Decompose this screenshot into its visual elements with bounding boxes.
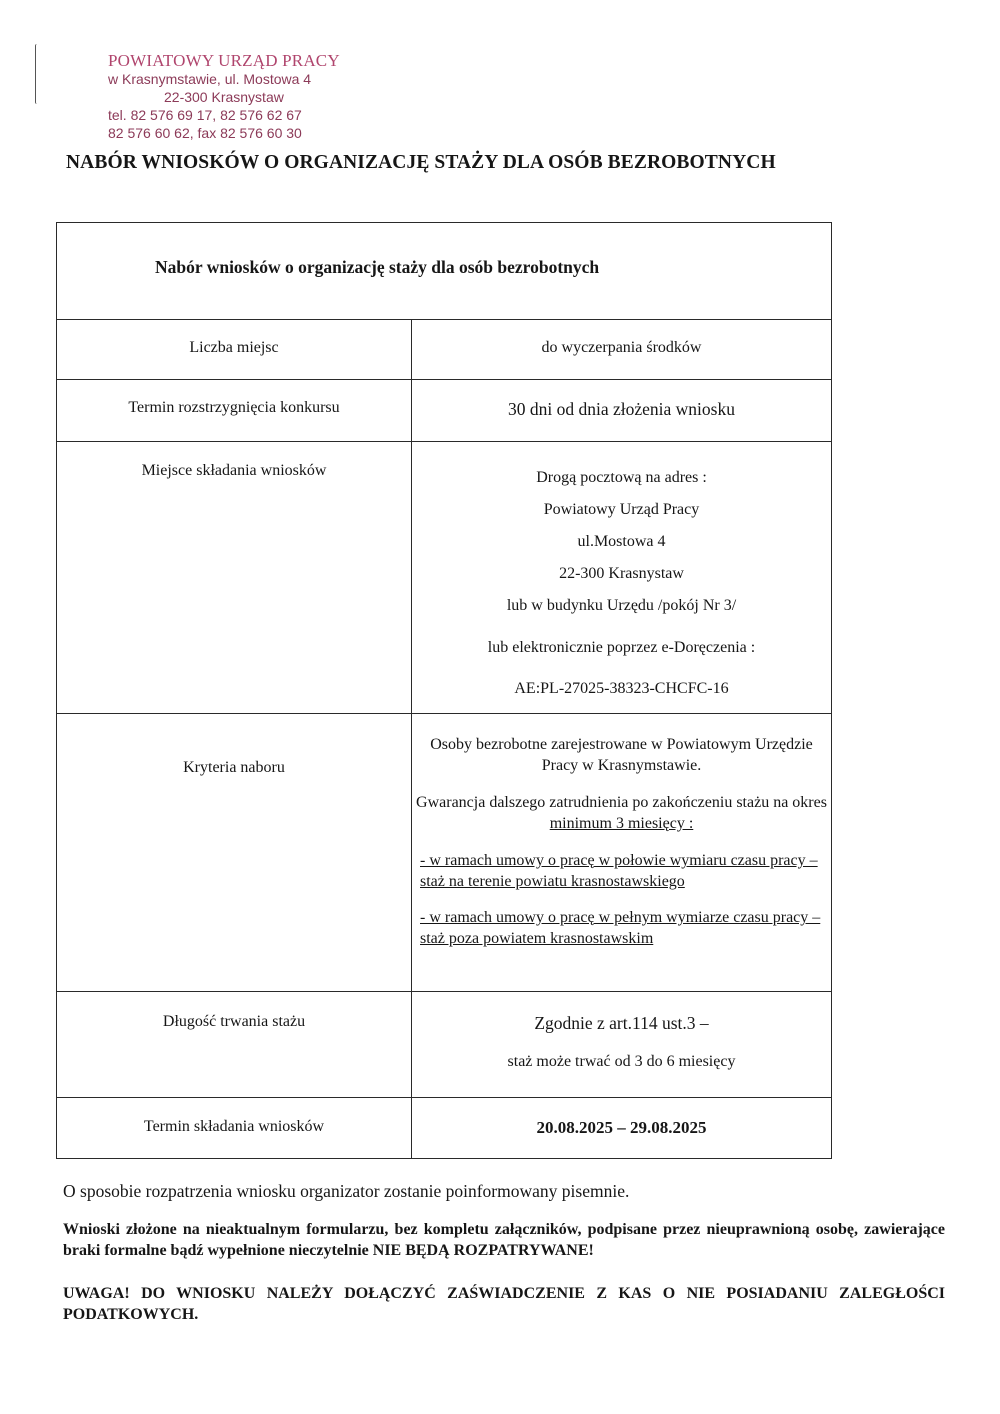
electronic-submission: [412, 627, 831, 709]
criteria-registered: Osoby bezrobotne zarejestrowane w Powiatowym Urzędzie Pracy w Krasnymstawie.: [430, 736, 813, 774]
deadline-value: 20.08.2025 – 29.08.2025: [536, 1118, 707, 1137]
document-title: NABÓR WNIOSKÓW O ORGANIZACJĘ STAŻY DLA OSÓB BEZROBOTNYCH: [66, 152, 776, 173]
edelivery-address: AE:PL-27025-38323-CHCFC-16: [514, 680, 729, 697]
address-line: 22-300 Krasnystaw: [559, 565, 684, 582]
address-line: lub w budynku Urzędu /pokój Nr 3/: [506, 597, 737, 614]
address-line: ul.Mostowa 4: [577, 533, 666, 550]
office-stamp: [108, 52, 340, 142]
table-row-deadline: [57, 1098, 832, 1159]
places-label: Liczba miejsc: [189, 339, 279, 356]
duration-range: staż może trwać od 3 do 6 miesięcy: [507, 1053, 736, 1070]
decision-value: 30 dni od dnia złożenia wniosku: [508, 399, 735, 419]
criteria-guarantee: [412, 792, 831, 834]
margin-bracket-mark: [35, 44, 40, 104]
submission-address: [412, 442, 831, 622]
table-header-cell: [57, 223, 832, 320]
notification-note: O sposobie rozpatrzenia wniosku organizator zostanie poinformowany pisemnie.: [63, 1181, 630, 1201]
table-row-decision: [57, 380, 832, 442]
table-row-duration: [57, 992, 832, 1098]
stamp-phone: tel. 82 576 69 17, 82 576 62 67: [108, 107, 302, 123]
electronic-label: lub elektronicznie poprzez e-Doręczenia :: [487, 639, 756, 656]
stamp-address: w Krasnymstawie, ul. Mostowa 4: [108, 71, 312, 87]
table-row-places: [57, 320, 832, 380]
rejection-warning: Wnioski złożone na nieaktualnym formularzu, bez kompletu załączników, podpisane przez nieuprawnioną osobę, zawierające braki formalne bądź wypełnione nieczytelnie NIE BĘDĄ ROZPATRYWANE!: [63, 1221, 945, 1259]
recruitment-info-table: [56, 222, 832, 1159]
deadline-label: Termin składania wniosków: [143, 1118, 325, 1135]
attachment-warning: UWAGA! DO WNIOSKU NALEŻY DOŁĄCZYĆ ZAŚWIADCZENIE Z KAS O NIE POSIADANIU ZALEGŁOŚCI PODATKOWYCH.: [63, 1285, 945, 1323]
criteria-half-time: - w ramach umowy o pracę w połowie wymiaru czasu pracy – staż na terenie powiatu krasnostawskiego: [420, 852, 818, 890]
duration-legal-basis: Zgodnie z art.114 ust.3 –: [534, 1013, 709, 1033]
address-line: Drogą pocztową na adres :: [536, 469, 707, 486]
stamp-city: 22-300 Krasnystaw: [164, 89, 284, 105]
decision-label: Termin rozstrzygnięcia konkursu: [128, 399, 340, 416]
table-header: Nabór wniosków o organizację staży dla osób bezrobotnych: [155, 257, 600, 277]
criteria-label: Kryteria naboru: [183, 759, 285, 776]
criteria-full-time: - w ramach umowy o pracę w pełnym wymiarze czasu pracy – staż poza powiatem krasnostawskim: [420, 909, 821, 947]
submission-place-label: Miejsce składania wniosków: [141, 462, 327, 479]
guarantee-minimum: minimum 3 miesięcy :: [549, 815, 694, 832]
duration-label: Długość trwania stażu: [162, 1013, 306, 1030]
stamp-title: POWIATOWY URZĄD PRACY: [108, 51, 340, 70]
places-value: do wyczerpania środków: [541, 339, 702, 356]
address-line: Powiatowy Urząd Pracy: [543, 501, 700, 518]
guarantee-text: Gwarancja dalszego zatrudnienia po zakończeniu stażu na okres: [416, 794, 827, 811]
table-row-criteria: [57, 714, 832, 992]
stamp-fax: 82 576 60 62, fax 82 576 60 30: [108, 125, 302, 141]
table-row-submission-place: [57, 442, 832, 714]
